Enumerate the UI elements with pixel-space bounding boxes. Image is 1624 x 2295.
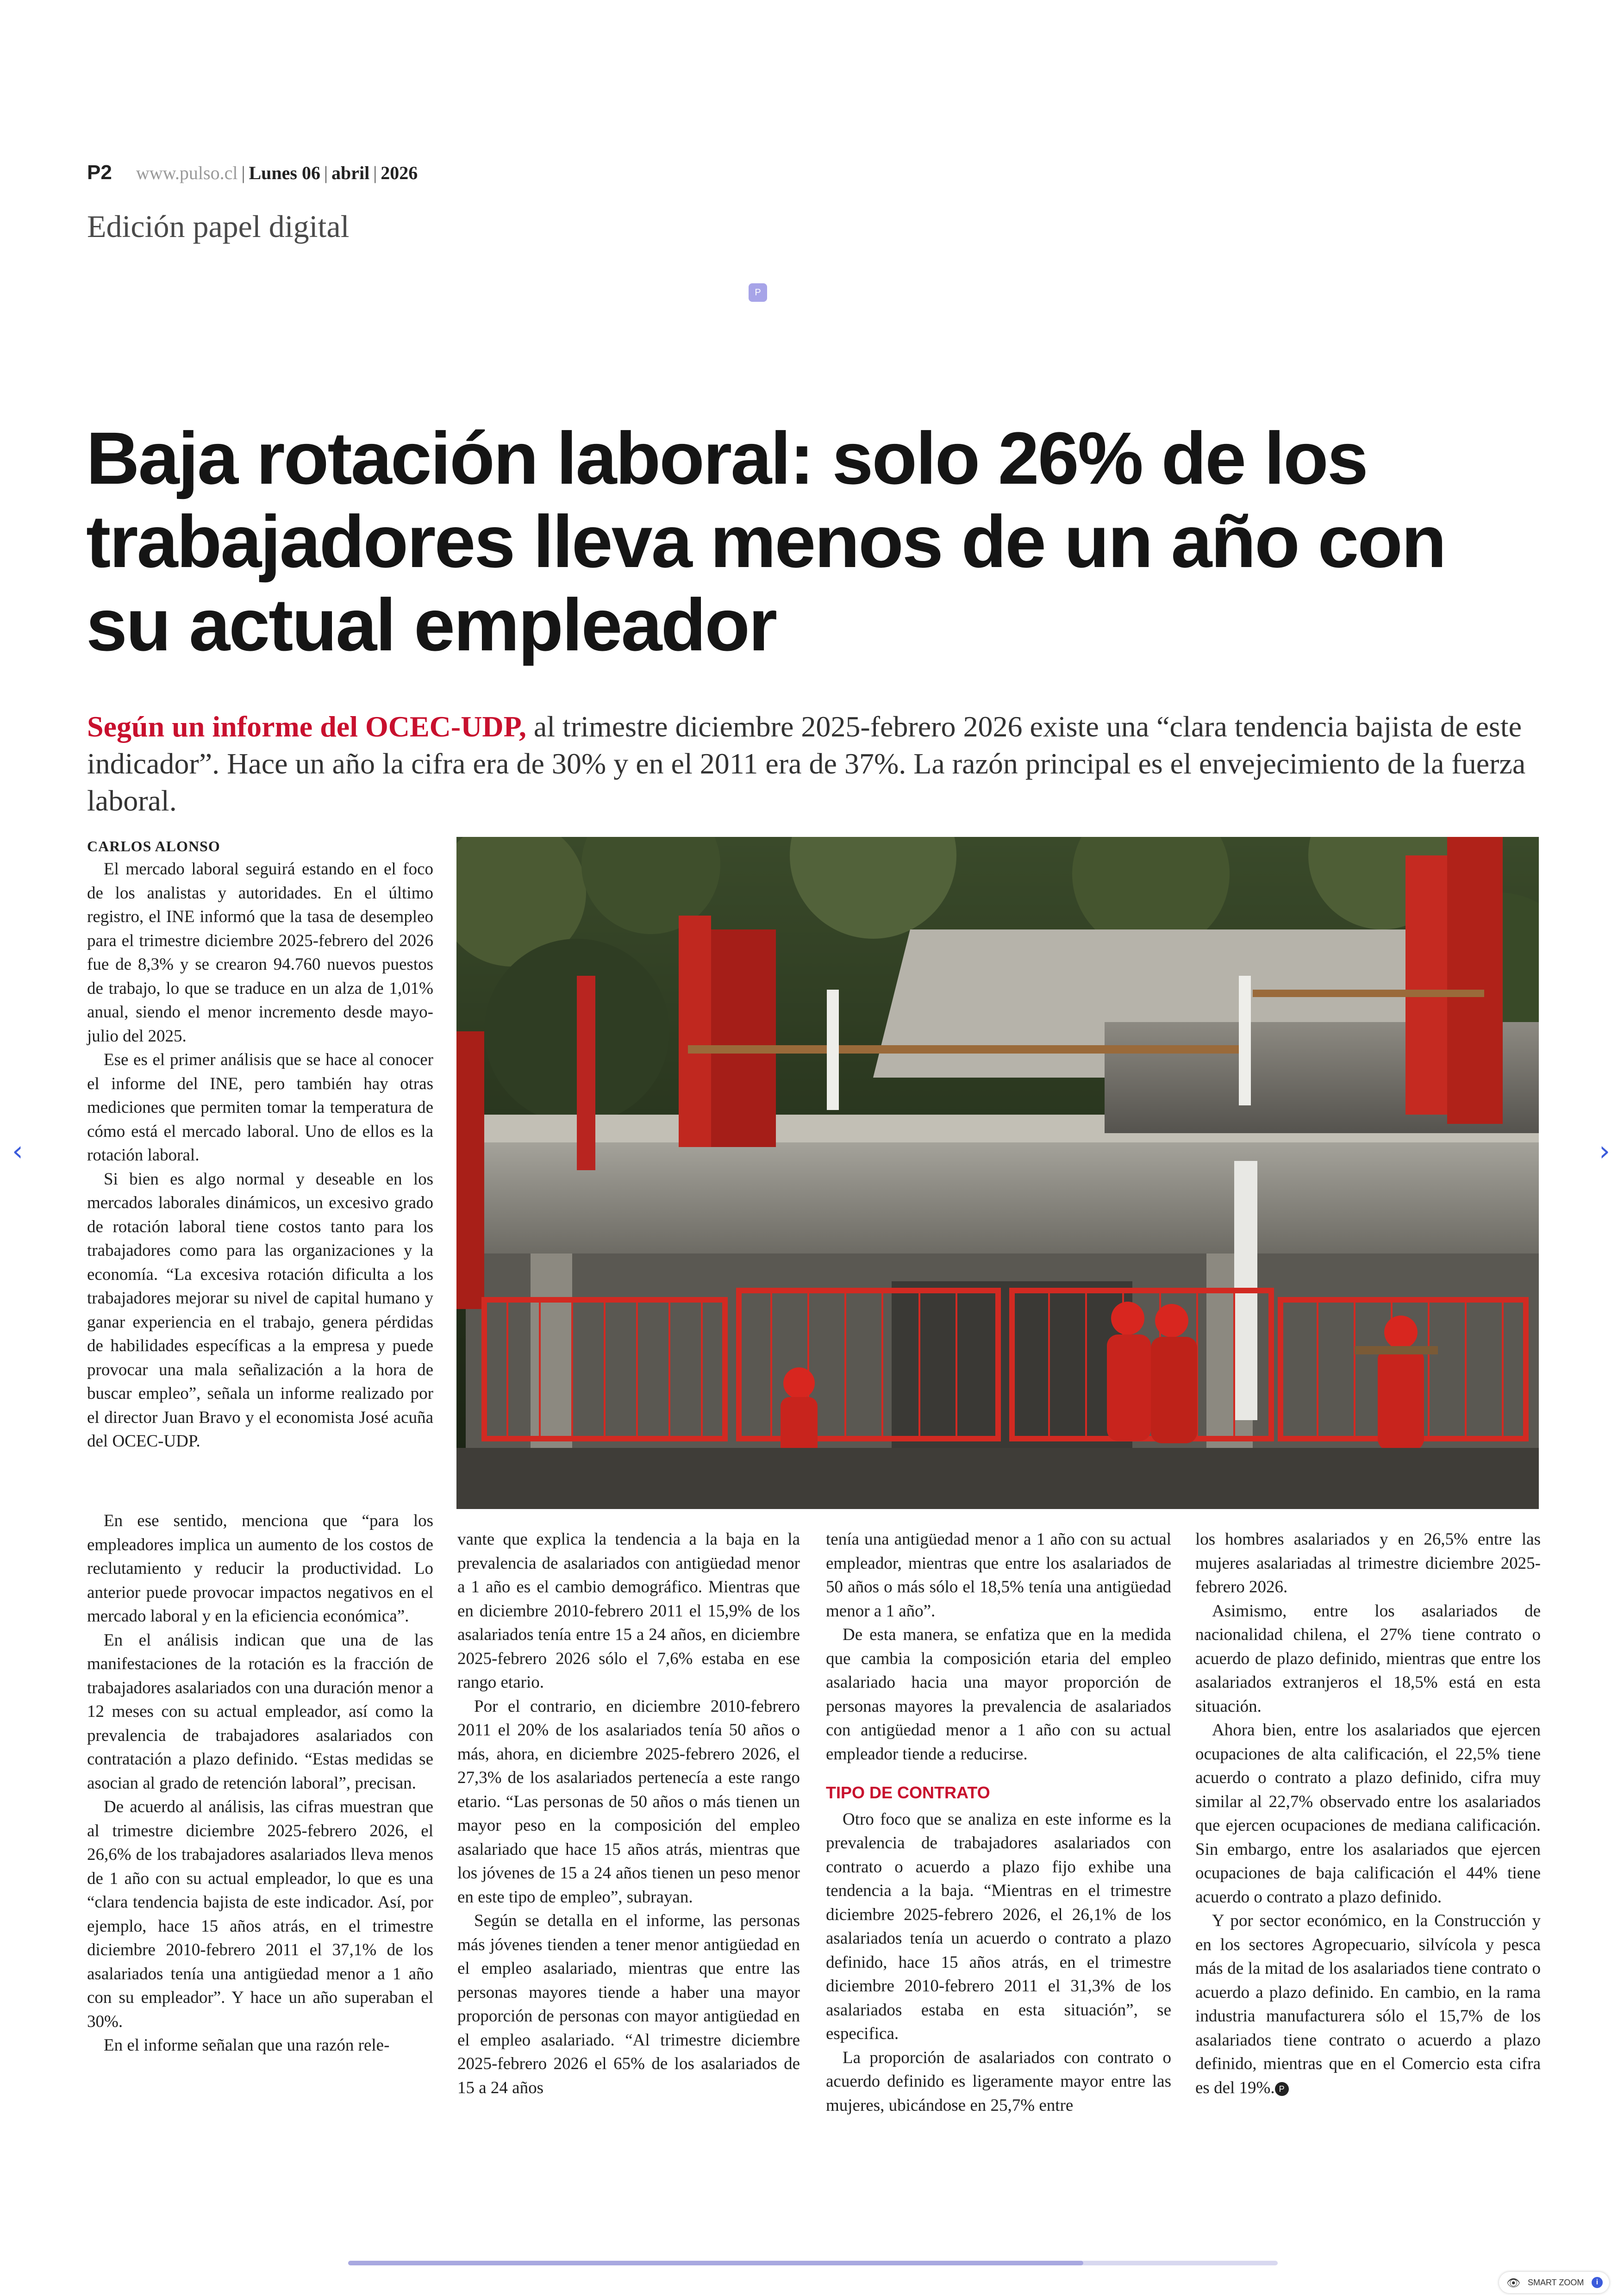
- deck-text: al trimestre diciembre 2025-febrero 2026 existe una “clara tendencia bajista de este indicador”. Hace un año la cifra era de 30% y en el 2011 era de 37%. La razón principal es el envejecimiento de la fuerza laboral.: [87, 710, 1526, 817]
- paragraph: Ahora bien, entre los asalariados que ejercen ocupaciones de alta calificación, el 22,5% tiene acuerdo o contrato a plazo definido, cifra muy similar al 22,7% observado entre los asalariados que ejercen ocupaciones de mediana calificación. Sin embargo, entre los asalariados que ejercen ocupaciones de baja calificación el 44% tiene acuerdo o contrato a plazo definido.: [1195, 1721, 1541, 1907]
- end-mark-icon: P: [1275, 2082, 1289, 2096]
- paragraph: tenía una antigüedad menor a 1 año con su actual empleador, mientras que entre los asalariados de 50 años o más sólo el 18,5% tenía una antigüedad menor a 1 año”.: [826, 1530, 1171, 1621]
- paragraph: Asimismo, entre los asalariados de nacionalidad chilena, el 27% tiene contrato o acuerdo de plazo definido, mientras que entre los asalariados extranjeros el 18,5% está en esta situación.: [1195, 1601, 1541, 1716]
- paragraph: En ese sentido, menciona que “para los empleadores implica un aumento de los costos de reclutamiento y reducir la productividad. Lo anterior puede provocar impactos negativos en el mercado laboral y en la eficiencia económica”.: [87, 1511, 433, 1626]
- paragraph: En el informe señalan que una razón rele-: [104, 2036, 390, 2055]
- date-day: Lunes 06: [249, 162, 320, 183]
- date-year: 2026: [381, 162, 418, 183]
- edition-label: Edición papel digital: [87, 209, 350, 244]
- paragraph: Ese es el primer análisis que se hace al conocer el informe del INE, pero también hay otras mediciones que permiten tomar la temperatura de cómo está el mercado laboral. Uno de ellos es la rotación laboral.: [87, 1050, 433, 1165]
- construction-workers-photo: [456, 837, 1539, 1509]
- date-month: abril: [331, 162, 370, 183]
- page-number: P2: [87, 161, 112, 184]
- page-header: P2 www.pulso.cl | Lunes 06 | abril | 2026: [87, 161, 418, 184]
- paragraph: Según se detalla en el informe, las personas más jóvenes tienden a tener menor antigüedad en el empleo asalariado, mientras que entre las personas mayores tiende a haber una mayor proporción de personas con mayor antigüedad en el empleo asalariado. “Al trimestre diciembre 2025-febrero 2026 el 65% de los asalariados de 15 a 24 años: [457, 1911, 800, 2097]
- article-column-4: [1195, 1528, 1541, 2100]
- smart-zoom-button[interactable]: [1499, 2272, 1609, 2293]
- paragraph: La proporción de asalariados con contrato o acuerdo definido es ligeramente mayor entre las mujeres, ubicándose en 25,7% entre: [826, 2048, 1171, 2115]
- deck: [87, 708, 1545, 819]
- info-icon[interactable]: i: [1592, 2277, 1603, 2288]
- next-page-button[interactable]: ›: [1599, 1135, 1610, 1167]
- paragraph: vante que explica la tendencia a la baja en la prevalencia de asalariados con antigüedad menor a 1 año es el cambio demográfico. Mientras que en diciembre 2010-febrero 2011 el 15,9% de los asalariados tenía entre 15 a 24 años, en diciembre 2025-febrero 2026 sólo el 7,6% estaba en ese rango etario.: [457, 1530, 800, 1692]
- subhead-contract-type: TIPO DE CONTRATO: [826, 1783, 990, 1802]
- paragraph: De esta manera, se enfatiza que en la medida que cambia la composición etaria del empleo asalariado hacia una mayor proporción de personas mayores la prevalencia de asalariados con antigüedad menor a 1 año con su actual empleador tiende a reducirse.: [826, 1625, 1171, 1764]
- paragraph: los hombres asalariados y en 26,5% entre las mujeres asalariadas al trimestre diciembre 2025-febrero 2026.: [1195, 1530, 1541, 1597]
- previous-page-button[interactable]: ‹: [12, 1135, 23, 1167]
- article-column-3: [826, 1528, 1171, 2117]
- headline: Baja rotación laboral: solo 26% de los trabajadores lleva menos de un año con su actual empleador: [86, 417, 1445, 666]
- article-column-2: [457, 1528, 800, 2100]
- paragraph: El mercado laboral seguirá estando en el foco de los analistas y autoridades. En el último registro, el INE informó que la tasa de desempleo para el trimestre diciembre 2025-febrero del 2026 fue de 8,3% y se crearon 94.760 nuevos puestos de trabajo, lo que se traduce en un alza de 1,01% anual, siendo el menor incremento desde mayo-julio del 2025.: [87, 860, 433, 1046]
- page-badge[interactable]: P: [749, 283, 767, 302]
- paragraph: Si bien es algo normal y deseable en los mercados laborales dinámicos, un excesivo grado de rotación laboral tiene costos tanto para los trabajadores como para las organizaciones y la economía. “La excesiva rotación dificulta a los trabajadores mejorar su nivel de capital humano y ganar experiencia en el trabajo, genera pérdidas de habilidades específicas a la empresa y puede provocar una mala señalización a la hora de buscar empleo”, señala un informe realizado por el director Juan Bravo y el economista José acuña del OCEC-UDP.: [87, 1169, 433, 1451]
- paragraph: De acuerdo al análisis, las cifras muestran que al trimestre diciembre 2025-febrero 2026, el 26,6% de los trabajadores asalariados lleva menos de 1 año con su actual empleador, lo que es una “clara tendencia bajista de este indicador. Así, por ejemplo, hace 15 años atrás, en el trimestre diciembre 2010-febrero 2011 el 37,1% de los asalariados tenía una antigüedad menor a 1 año con su empleador”. Y hace un año superaban el 30%.: [87, 1797, 433, 2031]
- eye-icon: 👁: [1506, 2277, 1521, 2289]
- paragraph: [1195, 1909, 1541, 2100]
- deck-lead: Según un informe del OCEC-UDP,: [87, 710, 526, 743]
- smart-zoom-label: SMART ZOOM: [1528, 2278, 1584, 2287]
- horizontal-scrollbar-thumb[interactable]: [348, 2261, 1083, 2265]
- article-column-1-lower: [87, 1509, 433, 2058]
- site-url[interactable]: www.pulso.cl: [136, 162, 238, 183]
- article-column-1-upper: [87, 857, 433, 1453]
- paragraph: En el análisis indican que una de las manifestaciones de la rotación es la fracción de trabajadores asalariados con una duración menor a 12 meses con su actual empleador, así como la prevalencia de trabajadores asalariados con contratación a plazo definido. “Estas medidas se asocian al grado de retención laboral”, precisan.: [87, 1630, 433, 1793]
- byline: CARLOS ALONSO: [87, 838, 220, 854]
- paragraph: Por el contrario, en diciembre 2010-febrero 2011 el 20% de los asalariados tenía 50 años o más, ahora, en diciembre 2025-febrero 2026, el 27,3% de los asalariados pertenecía a este rango etario. “Las personas de 50 años o más tienen un mayor peso en la composición del empleo asalariado que hace 15 años atrás, mientras que los jóvenes de 15 a 24 años tienen un peso menor en este tipo de empleo”, subrayan.: [457, 1696, 800, 1907]
- paragraph: Otro foco que se analiza en este informe es la prevalencia de trabajadores asalariados con contrato o acuerdo a plazo fijo exhibe una tendencia a la baja. “Mientras en el trimestre diciembre 2025-febrero 2026, el 26,1% de los asalariados tenía un acuerdo o contrato a plazo definido, hace 15 años atrás, en el trimestre diciembre 2010-febrero 2011 el 31,3% de los asalariados estaba en esta situación”, se especifica.: [826, 1809, 1171, 2043]
- paragraph-text: Y por sector económico, en la Construcción y en los sectores Agropecuario, silvícola y pesca más de la mitad de los asalariados tiene contrato o acuerdo a plazo definido. En cambio, en la rama industria manufacturera sólo el 15,7% de los asalariados tiene contrato o acuerdo a plazo definido, mientras que en el Comercio esta cifra es del 19%.: [1195, 1911, 1541, 2097]
